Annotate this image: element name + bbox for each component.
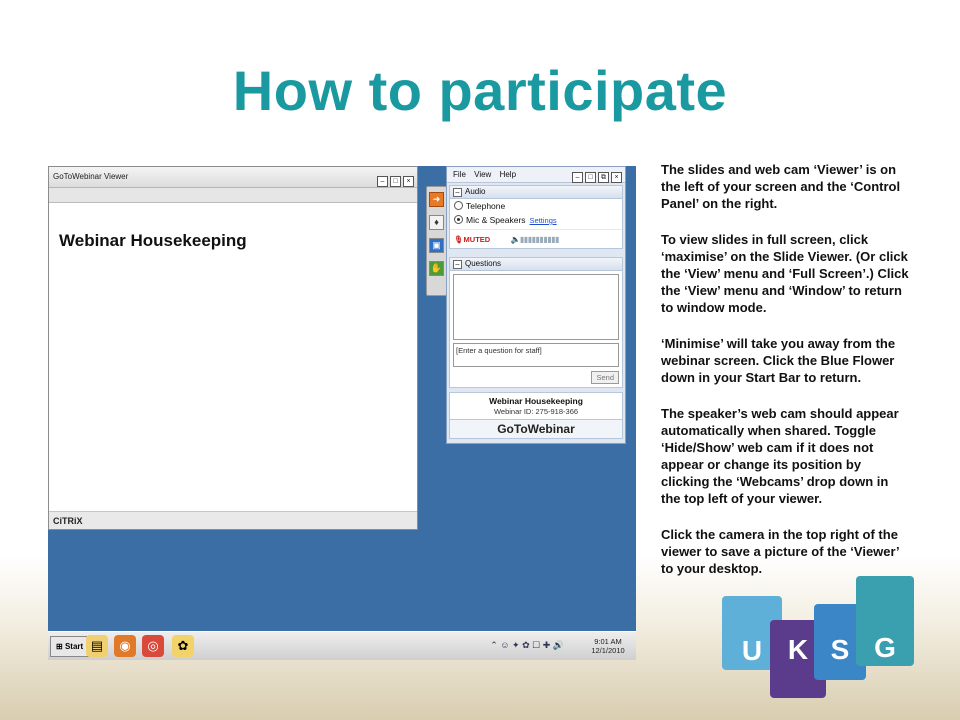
send-button[interactable]: Send: [591, 371, 619, 384]
slide-title: How to participate: [232, 59, 728, 122]
webinar-title: Webinar Housekeeping: [489, 396, 583, 406]
instruction-paragraph: The speaker’s web cam should appear automatically when shared. Toggle ‘Hide/Show’ web cam if it does not appear or change its position by clicking the ‘Webcams’ drop down in the top left of your viewer.: [661, 406, 899, 506]
collapse-icon[interactable]: –: [453, 188, 462, 197]
firefox-icon[interactable]: ◉: [114, 635, 136, 657]
menu-view[interactable]: View: [474, 170, 492, 179]
tray-up-icon[interactable]: ⌃: [490, 640, 498, 650]
minimize-icon[interactable]: –: [572, 172, 583, 183]
clock[interactable]: [586, 637, 630, 655]
audio-header-label: Audio: [465, 187, 486, 196]
tray-icon[interactable]: ☐: [532, 640, 541, 650]
collapse-icon[interactable]: –: [453, 260, 462, 269]
desktop-screenshot: [48, 166, 636, 660]
muted-label: MUTED: [463, 235, 491, 244]
minimize-icon[interactable]: –: [377, 176, 388, 187]
gotowebinar-logo: GoToWebinar: [449, 420, 623, 439]
viewer-footer-logo: CiTRiX: [49, 511, 417, 529]
chrome-icon[interactable]: ◎: [142, 635, 164, 657]
audio-level-meter: ▮▮▮▮▮▮▮▮▮▮: [519, 235, 559, 244]
settings-link[interactable]: Settings: [529, 216, 557, 225]
instruction-paragraph: To view slides in full screen, click ‘maximise’ on the Slide Viewer. (Or click the ‘View’ menu and ‘Full Screen’.) Click the ‘View’ menu and ‘Window’ to return to window mode.: [661, 232, 909, 315]
logo-tile-u: U: [722, 596, 782, 670]
slide-heading: Webinar Housekeeping: [59, 231, 247, 250]
mic-label: Mic & Speakers: [466, 215, 526, 225]
volume-icon[interactable]: 🔊: [552, 640, 564, 650]
taskbar: [48, 631, 636, 660]
questions-header-label: Questions: [465, 259, 502, 268]
windows-icon: ⊞: [56, 642, 63, 651]
logo-tile-s: S: [814, 604, 866, 680]
tray-icon[interactable]: ✿: [522, 640, 530, 650]
start-button[interactable]: [50, 636, 89, 657]
tray-icon[interactable]: ☺: [500, 640, 510, 650]
arrow-right-icon[interactable]: ➜: [429, 192, 444, 207]
audio-header[interactable]: [450, 186, 622, 199]
viewer-window-title: GoToWebinar Viewer: [53, 172, 129, 181]
clock-time: 9:01 AM: [594, 637, 622, 646]
menu-file[interactable]: File: [453, 170, 466, 179]
screen-icon[interactable]: ▣: [429, 238, 444, 253]
control-panel: [446, 166, 626, 444]
question-input[interactable]: [Enter a question for staff]: [453, 343, 619, 367]
logo-tile-g: G: [856, 576, 914, 666]
questions-log[interactable]: [453, 274, 619, 340]
webinar-info: [449, 392, 623, 420]
folder-icon[interactable]: ▤: [86, 635, 108, 657]
questions-section: [449, 257, 623, 388]
instruction-paragraph: ‘Minimise’ will take you away from the webinar screen. Click the Blue Flower down in your Start Bar to return.: [661, 336, 896, 385]
viewer-toolbar-strip: [49, 188, 417, 203]
gotowebinar-viewer-window[interactable]: [48, 166, 418, 530]
instructions: [661, 161, 911, 596]
radio-icon[interactable]: [454, 201, 463, 210]
radio-telephone[interactable]: [450, 199, 622, 213]
tray-icon[interactable]: ✦: [512, 640, 520, 650]
menu-help[interactable]: Help: [499, 170, 517, 179]
questions-header[interactable]: [450, 258, 622, 271]
mute-status: [450, 229, 622, 248]
audio-section: [449, 185, 623, 249]
tray-icon[interactable]: ✚: [542, 640, 551, 650]
viewer-titlebar[interactable]: [49, 167, 417, 188]
radio-selected-icon[interactable]: [454, 215, 463, 224]
logo-tile-k: K: [770, 620, 826, 698]
control-panel-menubar: [447, 167, 625, 183]
maximize-icon[interactable]: □: [390, 176, 401, 187]
start-label: Start: [64, 642, 84, 651]
webinar-id: Webinar ID: 275-918-366: [493, 407, 579, 416]
restore-icon[interactable]: ⧉: [598, 172, 609, 183]
instruction-paragraph: Click the camera in the top right of the viewer to save a picture of the ‘Viewer’ to your desktop.: [661, 527, 899, 576]
gotowebinar-flower-icon[interactable]: ✿: [172, 635, 194, 657]
clock-date: 12/1/2010: [591, 646, 625, 655]
close-icon[interactable]: ×: [403, 176, 414, 187]
telephone-label: Telephone: [466, 201, 506, 211]
hand-icon[interactable]: ✋: [429, 261, 444, 276]
radio-mic-speakers[interactable]: [450, 213, 622, 227]
maximize-icon[interactable]: □: [585, 172, 596, 183]
speaker-icon: 🔈: [510, 235, 520, 244]
viewer-control-strip: [426, 186, 447, 296]
microphone-icon[interactable]: ♦: [429, 215, 444, 230]
mic-muted-icon[interactable]: 🎙: [454, 235, 464, 244]
close-icon[interactable]: ×: [611, 172, 622, 183]
instruction-paragraph: The slides and web cam ‘Viewer’ is on the left of your screen and the ‘Control Panel’ on the right.: [661, 162, 901, 211]
